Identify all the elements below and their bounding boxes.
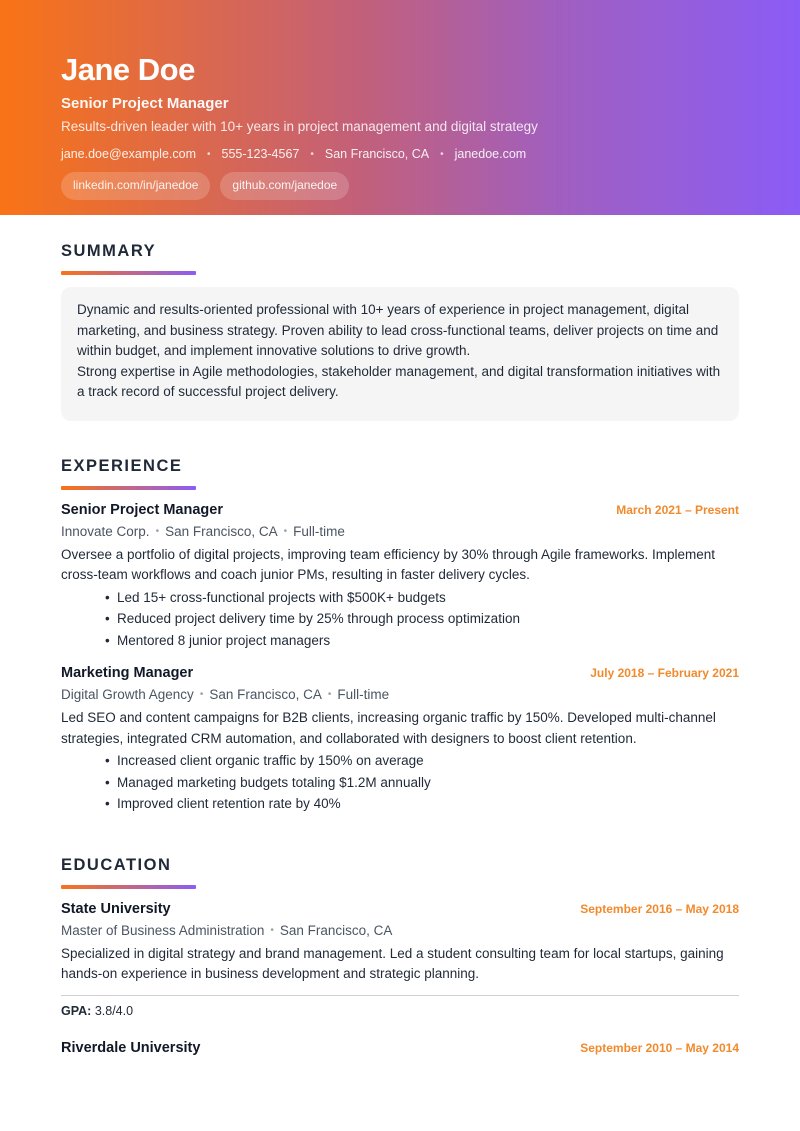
experience-section: [61, 457, 739, 815]
education-dates: September 2010 – May 2014: [580, 1040, 739, 1055]
achievement-item: • Increased client organic traffic by 150% on average: [105, 750, 739, 772]
company-name: Digital Growth Agency: [61, 687, 194, 702]
job-title: Senior Project Manager: [61, 501, 223, 518]
location: San Francisco, CA: [324, 147, 430, 161]
education-description: Specialized in digital strategy and brand management. Led a student consulting team for local startups, gaining hands-on experience in business development and strategic planning.: [61, 945, 724, 981]
school-location: San Francisco, CA: [279, 922, 393, 938]
job-type: Full-time: [293, 523, 345, 539]
job-dates: March 2021 – Present: [616, 502, 739, 517]
section-underline: [61, 885, 196, 889]
phone-number[interactable]: 555-123-4567: [221, 147, 300, 161]
resume-body: [0, 242, 800, 1056]
candidate-tagline: Results-driven leader with 10+ years in project management and digital strategy: [61, 119, 538, 134]
education-section: [61, 856, 739, 1056]
separator-dot: •: [270, 924, 274, 936]
school-name: State University: [61, 900, 171, 917]
summary-section: [61, 242, 739, 421]
education-dates: September 2016 – May 2018: [580, 901, 739, 916]
job-type: Full-time: [337, 687, 390, 702]
education-entry: [61, 1040, 739, 1056]
candidate-name: Jane Doe: [61, 52, 195, 87]
job-location: San Francisco, CA: [209, 687, 322, 702]
section-underline: [61, 486, 196, 490]
github-link[interactable]: github.com/janedoe: [220, 172, 349, 200]
separator-dot: •: [207, 148, 211, 160]
section-heading: EDUCATION: [61, 855, 172, 874]
section-heading: SUMMARY: [61, 242, 157, 260]
summary-paragraph: Strong expertise in Agile methodologies, stakeholder management, and digital transformation initiatives with a track record of successful project delivery.: [77, 363, 721, 399]
separator-dot: •: [327, 689, 332, 700]
achievement-item: • Led 15+ cross-functional projects with $500K+ budgets: [105, 587, 739, 609]
website-link[interactable]: janedoe.com: [454, 147, 527, 161]
job-location: San Francisco, CA: [165, 523, 278, 539]
job-meta: [61, 524, 739, 539]
summary-paragraph: Dynamic and results-oriented professional with 10+ years of experience in project management, digital marketing, and business strategy. Proven ability to lead cross-functional teams, deliver projects on time and within budget, and implement innovative solutions to drive growth.: [77, 302, 719, 358]
experience-entry: [61, 502, 739, 652]
section-underline: [61, 271, 196, 275]
email-link[interactable]: jane.doe@example.com: [61, 147, 196, 161]
linkedin-link[interactable]: linkedin.com/in/janedoe: [61, 172, 210, 200]
candidate-title: Senior Project Manager: [61, 95, 229, 112]
achievement-item: • Improved client retention rate by 40%: [105, 793, 739, 815]
profile-links: [61, 172, 739, 200]
education-entry: [61, 901, 739, 1018]
achievement-list: [105, 587, 739, 652]
divider: [61, 995, 739, 996]
separator-dot: •: [440, 148, 444, 160]
gpa-label: GPA:: [61, 1003, 92, 1018]
job-description: Led SEO and content campaigns for B2B clients, increasing organic traffic by 150%. Developed multi-channel strategies, integrated CRM automation, and collaborated with designers to boost client retention.: [61, 710, 716, 746]
section-heading: EXPERIENCE: [61, 456, 183, 475]
job-title: Marketing Manager: [61, 665, 194, 681]
separator-dot: •: [310, 148, 314, 160]
resume-header: [0, 0, 800, 215]
degree: Master of Business Administration: [61, 922, 265, 938]
gpa-value: 3.8/4.0: [94, 1003, 134, 1018]
contact-info: [61, 147, 739, 161]
gpa: [61, 1004, 739, 1018]
separator-dot: •: [199, 689, 204, 700]
summary-box: [61, 287, 739, 421]
experience-entry: [61, 665, 739, 815]
achievement-item: • Mentored 8 junior project managers: [105, 630, 739, 652]
separator-dot: •: [155, 525, 160, 537]
job-dates: July 2018 – February 2021: [590, 666, 739, 680]
separator-dot: •: [283, 525, 288, 537]
job-description: Oversee a portfolio of digital projects, improving team efficiency by 30% through Agile frameworks. Implement cross-team workflows and coach junior PMs, resulting in faster delivery cycles.: [61, 546, 716, 582]
achievement-item: • Reduced project delivery time by 25% through process optimization: [105, 608, 739, 630]
achievement-item: • Managed marketing budgets totaling $1.2M annually: [105, 772, 739, 794]
achievement-list: [105, 750, 739, 815]
job-meta: [61, 687, 739, 702]
education-meta: [61, 923, 739, 938]
company-name: Innovate Corp.: [61, 523, 150, 539]
school-name: Riverdale University: [61, 1039, 201, 1056]
